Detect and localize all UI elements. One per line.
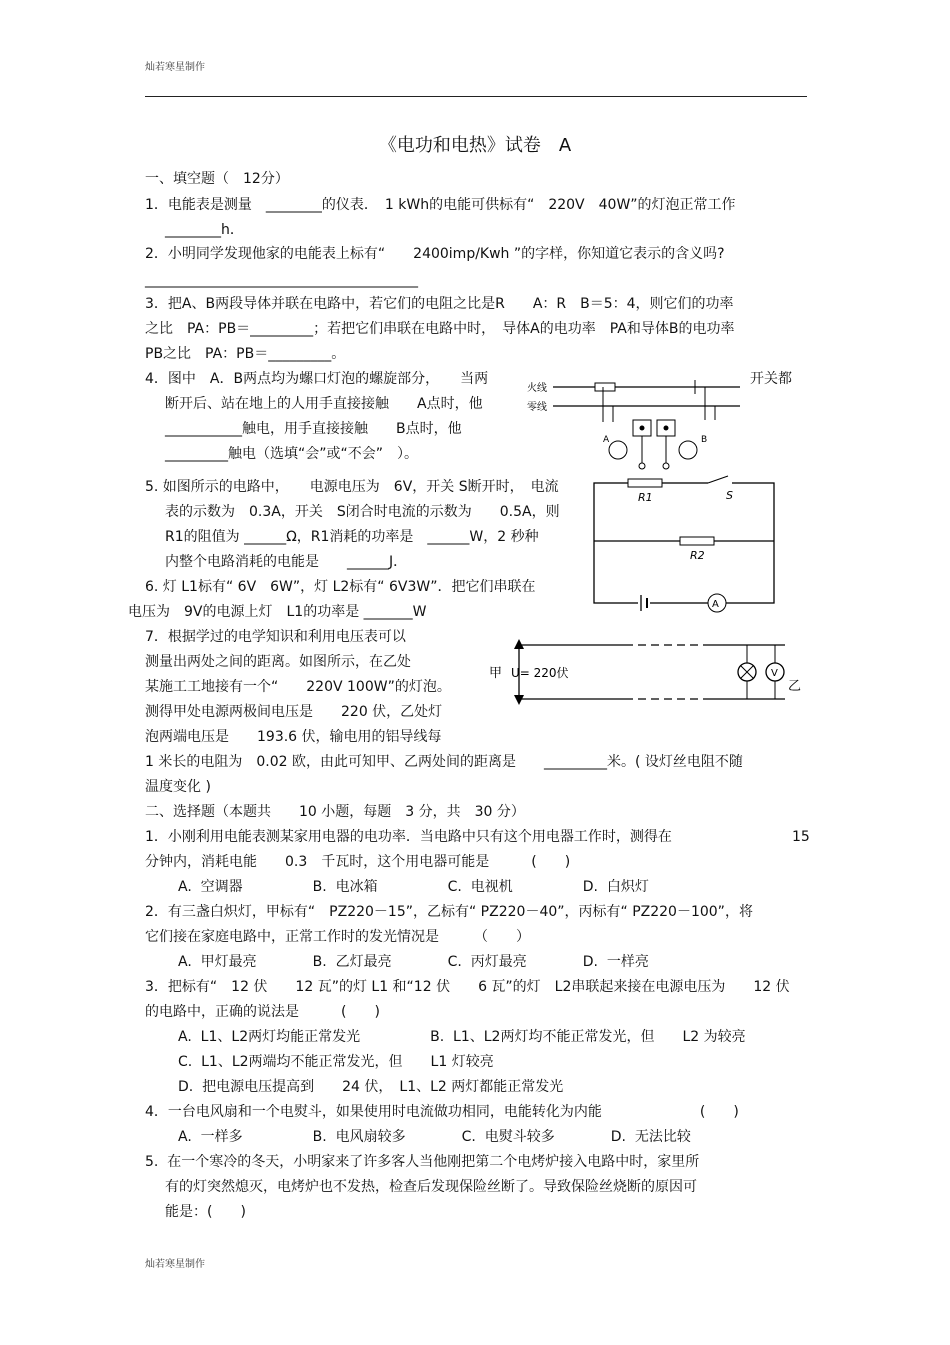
- choice-1-line-1: 1．小刚利用电能表测某家用电器的电功率．当电路中只有这个用电器工作时，测得在: [145, 829, 672, 845]
- location-jia-label: 甲: [489, 666, 503, 681]
- question-5-line-4: 内整个电路消耗的电能是 ______J．: [165, 554, 408, 570]
- choice-4-options: A. 一样多 B. 电风扇较多 C. 电熨斗较多 D. 无法比较: [178, 1129, 691, 1145]
- question-5-line-3: R1的阻值为 ______Ω，R1消耗的功率是 ______W，2 秒种: [165, 529, 539, 545]
- question-3-line-3: PB之比 PA：PB＝_________。: [145, 346, 346, 362]
- question-6-line-2: 电压为 9V的电源上灯 L1的功率是 _______W: [128, 604, 427, 620]
- choice-1-line-1-end: 15: [792, 829, 810, 845]
- choice-3-option-d: D. 把电源电压提高到 24 伏， L1、L2 两灯都能正常发光: [178, 1079, 564, 1095]
- r1-label: R1: [638, 491, 653, 504]
- section-multiple-choice: 二、选择题（本题共 10 小题，每题 3 分，共 30 分）: [145, 804, 525, 820]
- page-title: 《电功和电热》试卷 A: [378, 135, 572, 156]
- ammeter-label: A: [712, 599, 719, 610]
- header-watermark: 灿若寒星制作: [145, 62, 205, 73]
- question-7-line-5: 泡两端电压是 193.6 伏，输电用的铝导线每: [145, 729, 442, 745]
- point-a-label: A: [603, 435, 610, 445]
- section-fill-blank: 一、填空题（ 12分）: [145, 171, 289, 187]
- choice-5-line-3: 能是：( ): [165, 1204, 246, 1220]
- question-6-line-1: 6. 灯 L1标有“ 6V 6W”，灯 L2标有“ 6V3W”．把它们串联在: [145, 579, 536, 595]
- question-3-line-2: 之比 PA：PB＝_________；若把它们串联在电路中时， 导体A的电功率 PA和导体B的电功率: [145, 321, 735, 337]
- choice-4-line-1: 4．一台电风扇和一个电熨斗，如果使用时电流做功相同，电能转化为内能 ( ): [145, 1104, 739, 1120]
- question-7-line-7: 温度变化 ): [145, 779, 211, 795]
- source-voltage-label: U= 220伏: [511, 666, 569, 680]
- choice-3-option-c: C. L1、L2两端均不能正常发光，但 L1 灯较亮: [178, 1054, 494, 1070]
- question-3-line-1: 3．把A、B两段导体并联在电路中，若它们的电阻之比是R A：R B＝5：4，则它们的功率: [145, 296, 734, 312]
- live-wire-label: 火线: [527, 383, 547, 394]
- choice-5-line-1: 5. 在一个寒冷的冬天，小明家来了许多客人当他刚把第二个电烤炉接入电路中时，家里所: [145, 1154, 700, 1170]
- voltmeter-label: V: [771, 668, 778, 679]
- choice-1-line-2: 分钟内，消耗电能 0.3 千瓦时，这个用电器可能是 ( ): [145, 854, 571, 870]
- r2-label: R2: [690, 549, 705, 562]
- header-rule: [145, 96, 807, 97]
- point-b-label: B: [701, 435, 708, 445]
- parallel-resistor-circuit-figure: [590, 475, 780, 615]
- question-4-line-1: 4．图中 A．B两点均为螺口灯泡的螺旋部分， 当两: [145, 371, 489, 387]
- question-4-line-3: ___________触电，用手直接接触 B点时，他: [165, 421, 462, 437]
- choice-1-options: A. 空调器 B. 电冰箱 C. 电视机 D. 白炽灯: [178, 879, 649, 895]
- question-7-line-6: 1 米长的电阻为 0.02 欧，由此可知甲、乙两处间的距离是 _________米。( 设灯丝电阻不随: [145, 754, 743, 770]
- household-circuit-figure: [525, 372, 740, 472]
- choice-3-line-2: 的电路中，正确的说法是 ( ): [145, 1004, 380, 1020]
- question-4-line-1-end: 开关都: [750, 371, 792, 387]
- choice-2-line-1: 2．有三盏白炽灯，甲标有“ PZ220－15”，乙标有“ PZ220－40”，丙标有“ PZ220－100”，将: [145, 904, 753, 920]
- question-5-line-1: 5. 如图所示的电路中， 电源电压为 6V，开关 S断开时， 电流: [145, 479, 559, 495]
- switch-label: S: [726, 489, 733, 502]
- choice-3-line-1: 3．把标有“ 12 伏 12 瓦”的灯 L1 和“12 伏 6 瓦”的灯 L2串联起来接在电源电压为 12 伏: [145, 979, 790, 995]
- choice-3-options-ab: A. L1、L2两灯均能正常发光 B. L1、L2两灯均不能正常发光，但 L2 为较亮: [178, 1029, 746, 1045]
- question-2-answer-line: _______________________________________: [145, 272, 418, 288]
- question-2-line-1: 2．小明同学发现他家的电能表上标有“ 2400imp/Kwh ”的字样，你知道它表示的含义吗?: [145, 246, 725, 262]
- question-7-line-3: 某施工工地接有一个“ 220V 100W”的灯泡。: [145, 679, 451, 695]
- question-4-line-4: _________触电（选填“会”或“不会” ）。: [165, 446, 419, 462]
- question-1-line-1: 1．电能表是测量 ________的仪表． 1 kWh的电能可供标有“ 220V 40W”的灯泡正常工作: [145, 197, 736, 213]
- choice-2-options: A. 甲灯最亮 B. 乙灯最亮 C. 丙灯最亮 D. 一样亮: [178, 954, 649, 970]
- location-yi-label: 乙: [788, 679, 802, 694]
- question-7-line-4: 测得甲处电源两极间电压是 220 伏，乙处灯: [145, 704, 443, 720]
- question-7-line-2: 测量出两处之间的距离。如图所示，在乙处: [145, 654, 411, 670]
- question-4-line-2: 断开后、站在地上的人用手直接接触 A点时，他: [165, 396, 483, 412]
- choice-5-line-2: 有的灯突然熄灭，电烤炉也不发热，检查后发现保险丝断了。导致保险丝烧断的原因可: [165, 1179, 697, 1195]
- neutral-wire-label: 零线: [527, 402, 547, 413]
- choice-2-line-2: 它们接在家庭电路中，正常工作时的发光情况是 （ ）: [145, 929, 530, 945]
- footer-watermark: 灿若寒星制作: [145, 1259, 205, 1270]
- transmission-line-figure: [485, 635, 805, 710]
- question-5-line-2: 表的示数为 0.3A，开关 S闭合时电流的示数为 0.5A，则: [165, 504, 560, 520]
- question-1-line-2: ________h．: [165, 222, 244, 238]
- question-7-line-1: 7．根据学过的电学知识和利用电压表可以: [145, 629, 406, 645]
